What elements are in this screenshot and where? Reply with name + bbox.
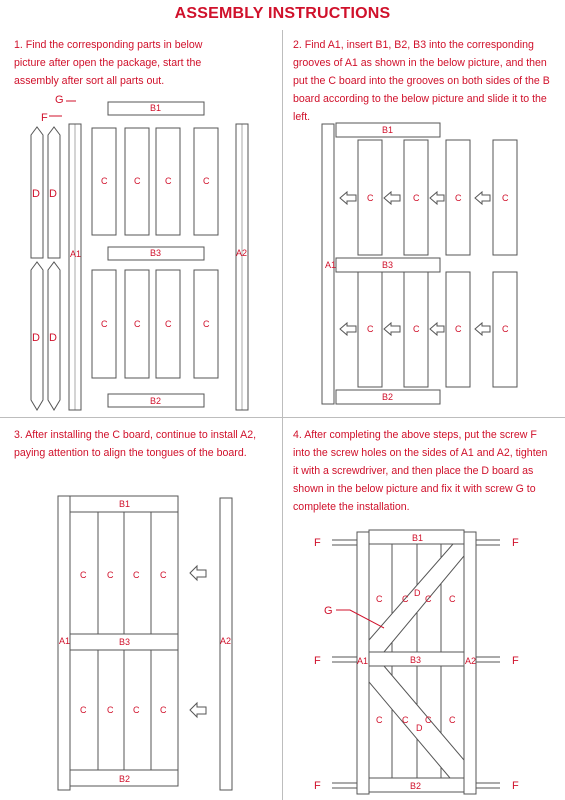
label-c: C	[101, 319, 108, 329]
label-a2: A2	[220, 636, 232, 646]
label-c: C	[413, 324, 420, 334]
label-b1: B1	[119, 499, 131, 509]
label-b3: B3	[382, 260, 394, 270]
label-c: C	[376, 715, 383, 725]
label-b3: B3	[410, 655, 422, 665]
label-d: D	[416, 723, 423, 733]
label-f: F	[512, 537, 519, 549]
label-c: C	[376, 594, 383, 604]
label-b2: B2	[119, 774, 131, 784]
label-c: C	[165, 319, 172, 329]
label-c: C	[80, 570, 87, 580]
step-1-text: 1. Find the corresponding parts in below picture after open the package, start the assembly after sort all parts out.	[14, 39, 203, 87]
label-c: C	[107, 570, 114, 580]
label-f: F	[314, 537, 321, 549]
label-f: F	[41, 112, 48, 124]
label-c: C	[402, 715, 409, 725]
label-c: C	[425, 715, 432, 725]
slide-left-arrows	[340, 192, 490, 335]
label-c: C	[160, 570, 167, 580]
label-g: G	[324, 605, 333, 617]
label-b1: B1	[412, 533, 424, 543]
label-c: C	[107, 705, 114, 715]
label-c: C	[502, 193, 509, 203]
label-b1: B1	[382, 125, 394, 135]
label-c: C	[165, 176, 172, 186]
label-f: F	[314, 780, 321, 792]
step-4-text: 4. After completing the above steps, put the screw F into the screw holes on the sides of A1 and A2, tighten it with a screwdriver, and then place the D board as shown in the below picture and fix it with screw G to complete the installation.	[293, 429, 548, 513]
label-c: C	[203, 319, 210, 329]
label-c: C	[425, 594, 432, 604]
label-f: F	[314, 655, 321, 667]
label-f: F	[512, 780, 519, 792]
page-title: ASSEMBLY INSTRUCTIONS	[174, 5, 391, 22]
step-2-text: 2. Find A1, insert B1, B2, B3 into the corresponding grooves of A1 as shown in the below picture, and then put the C board into the grooves on both sides of the B board according to the below picture and slide it to the left.	[293, 39, 550, 123]
step-3-diagram	[58, 496, 232, 790]
label-a1: A1	[70, 249, 82, 259]
label-c: C	[203, 176, 210, 186]
label-c: C	[160, 705, 167, 715]
label-b3: B3	[119, 637, 131, 647]
label-g: G	[55, 94, 64, 106]
label-b2: B2	[382, 392, 394, 402]
label-b2: B2	[150, 396, 162, 406]
label-c: C	[449, 715, 456, 725]
label-d: D	[49, 332, 57, 344]
label-c: C	[134, 176, 141, 186]
label-c: C	[101, 176, 108, 186]
label-b3: B3	[150, 248, 162, 258]
label-c: C	[455, 193, 462, 203]
step-2-diagram	[322, 123, 517, 404]
label-f: F	[512, 655, 519, 667]
label-c: C	[455, 324, 462, 334]
label-a2: A2	[465, 656, 477, 666]
label-a1: A1	[59, 636, 71, 646]
label-a2: A2	[236, 248, 248, 258]
label-c: C	[449, 594, 456, 604]
label-c: C	[367, 324, 374, 334]
label-d: D	[414, 588, 421, 598]
label-c: C	[80, 705, 87, 715]
label-b2: B2	[410, 781, 422, 791]
label-d: D	[32, 332, 40, 344]
label-c: C	[367, 193, 374, 203]
label-c: C	[134, 319, 141, 329]
label-c: C	[402, 594, 409, 604]
label-a1: A1	[325, 260, 337, 270]
step-3-text: 3. After installing the C board, continue to install A2, paying attention to align the tongues of the board.	[14, 429, 257, 459]
label-c: C	[413, 193, 420, 203]
label-a1: A1	[357, 656, 369, 666]
label-d: D	[49, 188, 57, 200]
label-c: C	[133, 570, 140, 580]
parts-diagram	[31, 101, 248, 410]
label-c: C	[502, 324, 509, 334]
label-b1: B1	[150, 103, 162, 113]
label-d: D	[32, 188, 40, 200]
label-c: C	[133, 705, 140, 715]
